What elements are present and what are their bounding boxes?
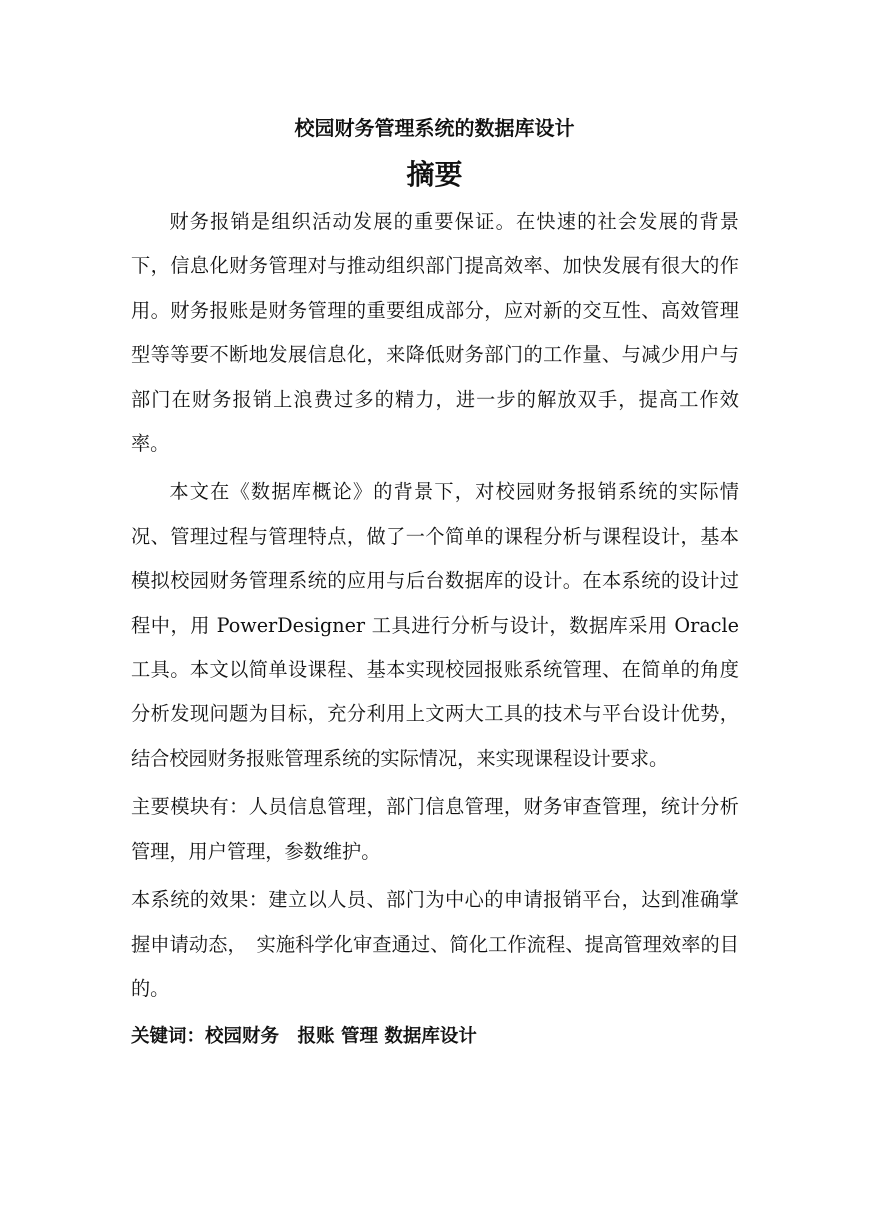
abstract-paragraph-1: 财务报销是组织活动发展的重要保证。在快速的社会发展的背景下，信息化财务管理对与推动组织部门提高效率、加快发展有很大的作用。财务报账是财务管理的重要组成部分，应对新的交互性、高效管理型等等要不断地发展信息化，来降低财务部门的工作量、与减少用户与部门在财务报销上浪费过多的精力，进一步的解放双手，提高工作效率。 xyxy=(131,210,739,456)
document-title: 校园财务管理系统的数据库设计 xyxy=(294,116,575,140)
modules-paragraph: 主要模块有：人员信息管理，部门信息管理，财务审查管理，统计分析管理，用户管理，参数维护。 xyxy=(131,795,739,863)
abstract-body xyxy=(131,200,739,1060)
abstract-heading: 摘要 xyxy=(406,158,463,191)
keywords-line: 关键词：校园财务 报账 管理 数据库设计 xyxy=(131,1026,477,1048)
abstract-paragraph-2: 本文在《数据库概论》的背景下，对校园财务报销系统的实际情况、管理过程与管理特点，做了一个简单的课程分析与课程设计，基本模拟校园财务管理系统的应用与后台数据库的设计。在本系统的设计过程中，用 PowerDesigner 工具进行分析与设计，数据库采用 Oracle 工具。本文以简单设课程、基本实现校园报账系统管理、在简单的角度分析发现问题为目标，充分利用上文两大工具的技术与平台设计优势，结合校园财务报账管理系统的实际情况，来实现课程设计要求。 xyxy=(131,480,739,770)
effects-paragraph: 本系统的效果：建立以人员、部门为中心的申请报销平台，达到准确掌握申请动态， 实施科学化审查通过、简化工作流程、提高管理效率的目的。 xyxy=(131,888,739,1000)
